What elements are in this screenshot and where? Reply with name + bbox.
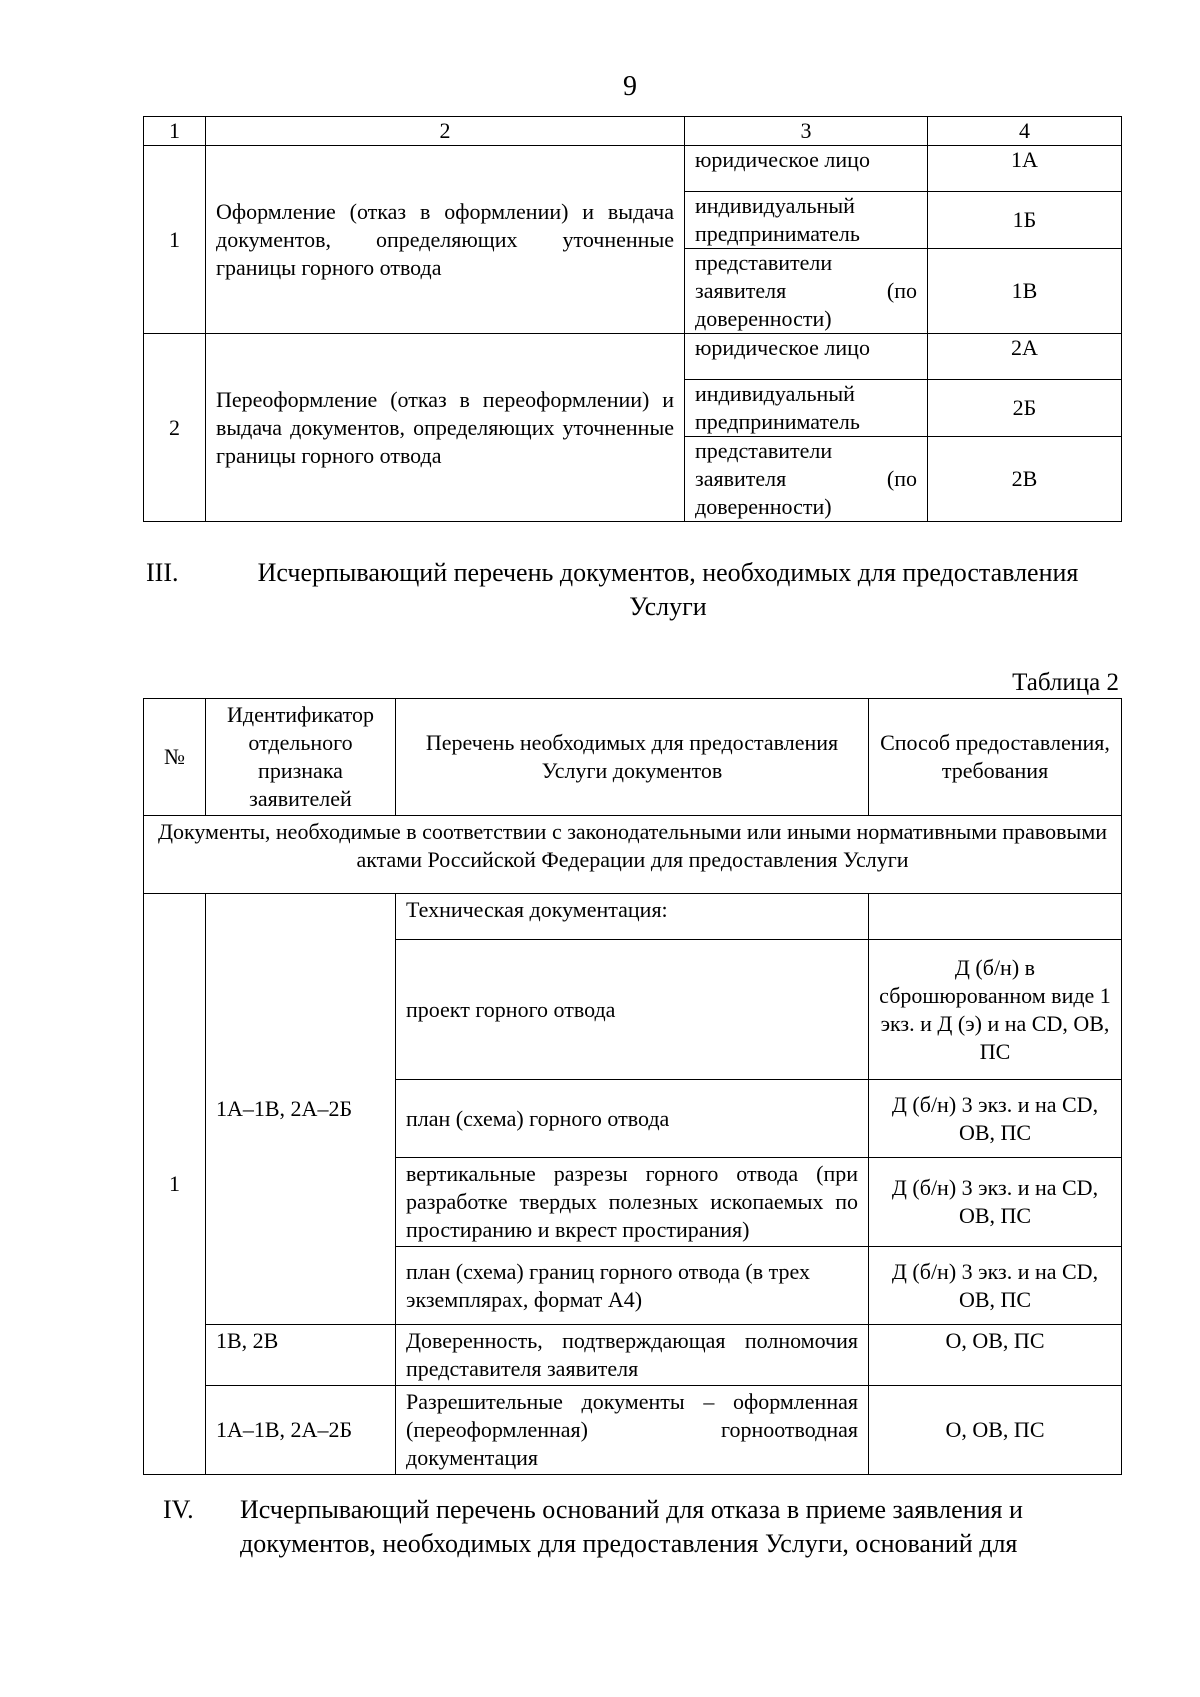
applicant-ids: 1В, 2В — [206, 1325, 396, 1386]
applicant-type: юридическое лицо — [685, 334, 928, 380]
document-item: Разрешительные документы – оформленная (переоформленная) горноотводная документация — [396, 1386, 869, 1475]
table-row — [144, 1325, 1122, 1386]
service-number: 2 — [144, 334, 206, 522]
table-row — [144, 894, 1122, 940]
table-subheader-row — [144, 816, 1122, 894]
method-cell: О, ОВ, ПС — [869, 1325, 1122, 1386]
table-header-row — [144, 117, 1122, 146]
applicant-code: 2А — [928, 334, 1122, 380]
header-identifier: Идентификатор отдельного признака заявителей — [206, 699, 396, 816]
table-label: Таблица 2 — [1012, 669, 1119, 696]
method-cell: Д (б/н) 3 экз. и на CD, ОВ, ПС — [869, 1247, 1122, 1325]
header-documents: Перечень необходимых для предоставления Услуги документов — [396, 699, 869, 816]
header-num: № — [144, 699, 206, 816]
page-number: 9 — [623, 71, 637, 102]
document-item: вертикальные разрезы горного отвода (при разработке твердых полезных ископаемых по простиранию и вкрест простирания) — [396, 1158, 869, 1247]
applicant-ids: 1А–1В, 2А–2Б — [206, 1386, 396, 1475]
service-number: 1 — [144, 146, 206, 334]
applicant-code: 2Б — [928, 380, 1122, 437]
applicant-type: индивидуальный предприниматель — [685, 380, 928, 437]
table-header-row — [144, 699, 1122, 816]
document-title: Техническая документация: — [396, 894, 869, 940]
document-item: план (схема) горного отвода — [396, 1080, 869, 1158]
section-numeral: IV. — [163, 1495, 194, 1524]
header-cell: 1 — [144, 117, 206, 146]
section-title: Исчерпывающий перечень оснований для отказа в приеме заявления и документов, необходимых для предоставления Услуги, оснований для — [240, 1495, 1023, 1558]
table-row — [144, 1386, 1122, 1475]
table-row — [144, 334, 1122, 380]
applicant-type: представители заявителя (по доверенности) — [685, 249, 928, 334]
header-cell: 4 — [928, 117, 1122, 146]
document-item: Доверенность, подтверждающая полномочия представителя заявителя — [396, 1325, 869, 1386]
documents-table — [143, 698, 1122, 1475]
method-cell: О, ОВ, ПС — [869, 1386, 1122, 1475]
service-description: Оформление (отказ в оформлении) и выдача документов, определяющих уточненные границы горного отвода — [206, 146, 685, 334]
service-description: Переоформление (отказ в переоформлении) и выдача документов, определяющих уточненные границы горного отвода — [206, 334, 685, 522]
applicant-type: индивидуальный предприниматель — [685, 192, 928, 249]
method-cell — [869, 894, 1122, 940]
services-table — [143, 116, 1122, 522]
applicant-type: юридическое лицо — [685, 146, 928, 192]
applicant-code: 1Б — [928, 192, 1122, 249]
section-numeral: III. — [146, 558, 179, 587]
applicant-ids: 1А–1В, 2А–2Б — [206, 894, 396, 1325]
header-cell: 3 — [685, 117, 928, 146]
method-cell: Д (б/н) 3 экз. и на CD, ОВ, ПС — [869, 1080, 1122, 1158]
document-item: план (схема) границ горного отвода (в трех экземплярах, формат А4) — [396, 1247, 869, 1325]
header-method: Способ предоставления, требования — [869, 699, 1122, 816]
method-cell: Д (б/н) 3 экз. и на CD, ОВ, ПС — [869, 1158, 1122, 1247]
row-number: 1 — [144, 894, 206, 1475]
header-cell: 2 — [206, 117, 685, 146]
applicant-code: 2В — [928, 437, 1122, 522]
subheader: Документы, необходимые в соответствии с законодательными или иными нормативными правовыми актами Российской Федерации для предоставления Услуги — [144, 816, 1122, 894]
method-cell: Д (б/н) в сброшюрованном виде 1 экз. и Д (э) и на CD, ОВ, ПС — [869, 940, 1122, 1080]
table-row — [144, 146, 1122, 192]
applicant-type: представители заявителя (по доверенности) — [685, 437, 928, 522]
applicant-code: 1В — [928, 249, 1122, 334]
document-item: проект горного отвода — [396, 940, 869, 1080]
section-title: Исчерпывающий перечень документов, необходимых для предоставления Услуги — [257, 558, 1079, 621]
applicant-code: 1А — [928, 146, 1122, 192]
